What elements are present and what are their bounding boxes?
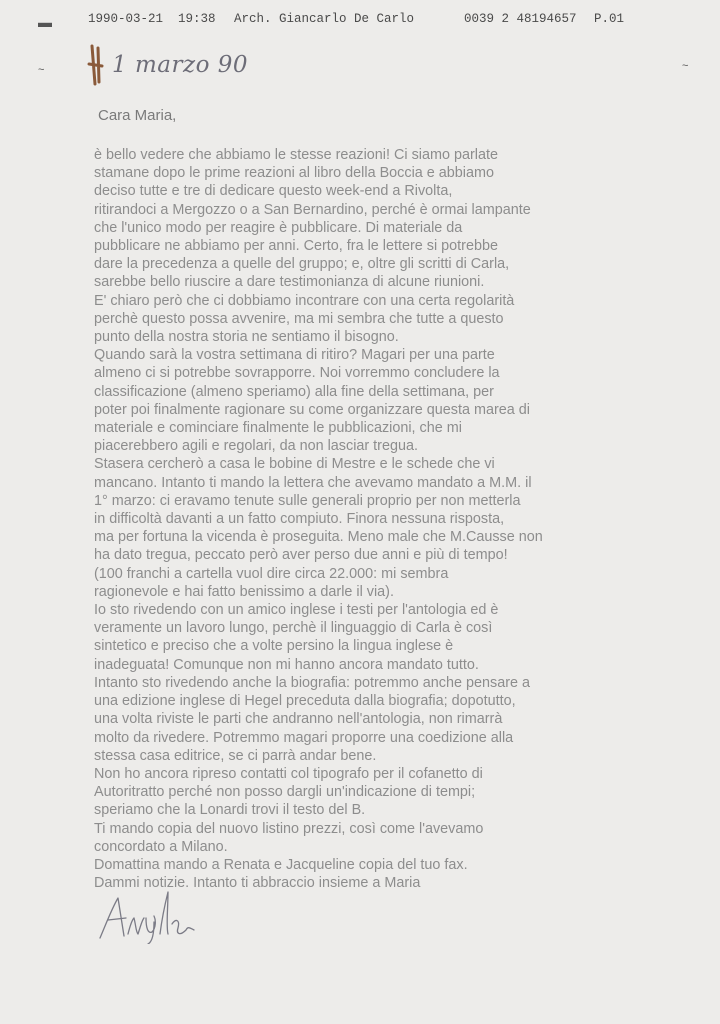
letter-line: materiale e cominciare finalmente le pubblicazioni, che mi — [94, 420, 462, 437]
letter-line: (100 franchi a cartella vuol dire circa 22.000: mi sembra — [94, 565, 449, 582]
letter-line: ragionevole e hai fatto benissimo a darle il via). — [94, 583, 394, 600]
letter-line: concordato a Milano. — [94, 838, 228, 855]
scan-speck: ~ — [682, 60, 689, 72]
letter-line: Quando sarà la vostra settimana di ritiro? Magari per una parte — [94, 347, 495, 364]
letter-line: E' chiaro però che ci dobbiamo incontrare con una certa regolarità — [94, 292, 515, 309]
handwritten-signature — [96, 888, 200, 944]
letter-line: speriamo che la Lonardi trovi il testo del B. — [94, 802, 366, 819]
letter-line: ha dato tregua, peccato però aver perso due anni e più di tempo! — [94, 547, 508, 564]
letter-line: sarebbe bello riuscire a dare testimonianza di alcune riunioni. — [94, 274, 485, 291]
letter-line: ma per fortuna la vicenda è proseguita. Meno male che M.Causse non — [94, 529, 543, 546]
letter-line: stessa casa editrice, se ci parrà andar bene. — [94, 747, 377, 764]
letter-line: è bello vedere che abbiamo le stesse reazioni! Ci siamo parlate — [94, 147, 498, 163]
letter-line: veramente un lavoro lungo, perchè il linguaggio di Carla è così — [94, 620, 493, 637]
letter-line: che l'unico modo per reagire è pubblicare. Di materiale da — [94, 219, 463, 236]
letter-line: Dammi notizie. Intanto ti abbraccio insieme a Maria — [94, 875, 421, 892]
fax-page-number: P.01 — [594, 12, 625, 26]
letter-line: pubblicare ne abbiamo per anni. Certo, fra le lettere si potrebbe — [94, 238, 498, 255]
letter-line: almeno ci si potrebbe sovrapporre. Noi vorremmo concludere la — [94, 365, 500, 382]
fax-date: 1990-03-21 — [88, 12, 164, 26]
fax-time: 19:38 — [178, 12, 216, 26]
letter-line: inadeguata! Comunque non mi hanno ancora mandato tutto. — [94, 656, 479, 673]
letter-line: Ti mando copia del nuovo listino prezzi, così come l'avevamo — [94, 820, 484, 837]
letter-line: ritirandoci a Mergozzo o a San Bernardino, perché è ormai lampante — [94, 201, 531, 218]
salutation: Cara Maria, — [98, 107, 177, 124]
letter-line: una edizione inglese di Hegel preceduta dalla biografia; dopotutto, — [94, 693, 516, 710]
letter-line: poter poi finalmente ragionare su come organizzare questa marea di — [94, 401, 530, 418]
letter-line: Autoritratto perché non posso dargli un'indicazione di tempi; — [94, 784, 476, 801]
letter-line: stamane dopo le prime reazioni al libro della Boccia e abbiamo — [94, 165, 494, 182]
letter-line: 1° marzo: ci eravamo tenute sulle generali proprio per non metterla — [94, 492, 521, 509]
letter-line: molto da rivedere. Potremmo magari proporre una coedizione alla — [94, 729, 514, 746]
letter-line: piacerebbero agili e regolari, da non lasciar tregua. — [94, 438, 418, 455]
letter-line: deciso tutte e tre di dedicare questo week-end a Rivolta, — [94, 183, 453, 200]
letter-line: una volta riviste le parti che andranno nell'antologia, non rimarrà — [94, 711, 503, 728]
letter-line: Stasera cercherò a casa le bobine di Mestre e le schede che vi — [94, 456, 495, 473]
handwritten-date: 1 marzo 90 — [112, 52, 249, 78]
scan-speck: ~ — [38, 64, 45, 76]
letter-line: sintetico e preciso che a volte persino la lingua inglese è — [94, 638, 454, 655]
letter-line: Io sto rivedendo con un amico inglese i testi per l'antologia ed è — [94, 602, 499, 619]
fax-transmission-header — [88, 12, 680, 30]
letter-line: in difficoltà davanti a un fatto compiuto. Finora nessuna risposta, — [94, 511, 505, 528]
letter-line: perchè questo possa avvenire, ma mi sembra che tutte a questo — [94, 310, 504, 327]
scan-speck: ▬ — [38, 14, 52, 30]
rust-stain-mark — [86, 44, 106, 88]
letter-line: Non ho ancora ripreso contatti col tipografo per il cofanetto di — [94, 765, 483, 782]
letter-line: punto della nostra storia ne sentiamo il bisogno. — [94, 329, 399, 346]
fax-sender: Arch. Giancarlo De Carlo — [234, 12, 415, 26]
letter-line: Intanto sto rivedendo anche la biografia: potremmo anche pensare a — [94, 674, 530, 691]
letter-body — [94, 146, 634, 892]
letter-line: mancano. Intanto ti mando la lettera che avevamo mandato a M.M. il — [94, 474, 532, 491]
letter-line: classificazione (almeno speriamo) alla fine della settimana, per — [94, 383, 494, 400]
letter-line: dare la precedenza a quelle del gruppo; e, oltre gli scritti di Carla, — [94, 256, 510, 273]
letter-line: Domattina mando a Renata e Jacqueline copia del tuo fax. — [94, 856, 468, 873]
fax-phone: 0039 2 48194657 — [464, 12, 577, 26]
